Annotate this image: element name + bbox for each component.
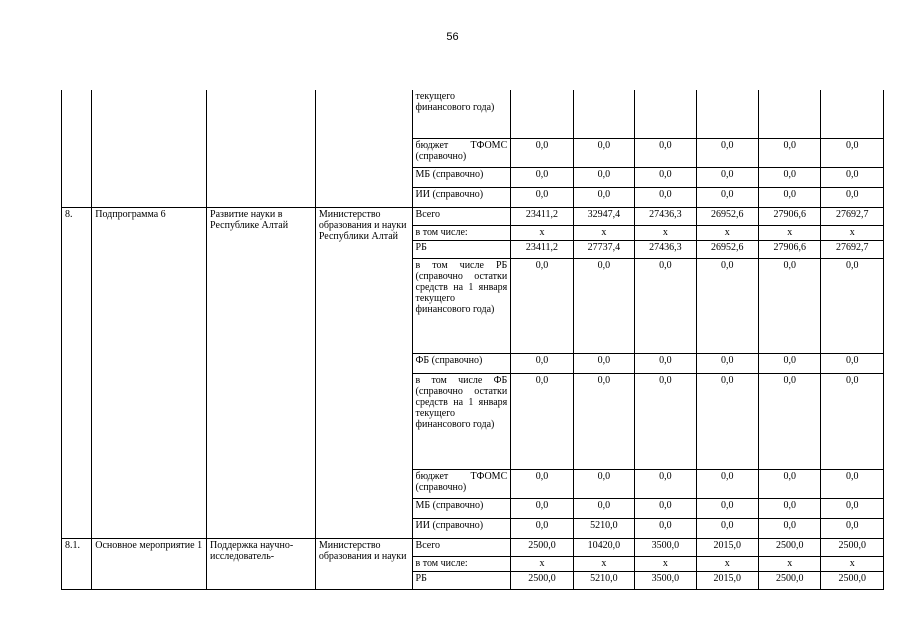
amount-cell: 0,0 bbox=[821, 167, 884, 187]
amount-cell: 27436,3 bbox=[635, 207, 696, 225]
amount-cell: 0,0 bbox=[635, 469, 696, 498]
amount-cell: 0,0 bbox=[759, 498, 821, 518]
amount-cell: 0,0 bbox=[759, 373, 821, 469]
amount-cell: х bbox=[635, 556, 696, 571]
amount-cell: 2015,0 bbox=[696, 571, 758, 589]
amount-cell: х bbox=[511, 556, 573, 571]
table-row bbox=[62, 90, 884, 138]
funding-source-cell: в том числе ФБ (справочно остатки средств на 1 января текущего финансового года) bbox=[412, 373, 511, 469]
amount-cell: 0,0 bbox=[511, 258, 573, 353]
table-body bbox=[62, 90, 884, 589]
amount-cell: х bbox=[759, 225, 821, 240]
amount-cell: 0,0 bbox=[635, 373, 696, 469]
executor-cell: Министерство образования и науки bbox=[315, 538, 412, 589]
amount-cell: 0,0 bbox=[511, 167, 573, 187]
amount-cell: 0,0 bbox=[696, 258, 758, 353]
amount-cell: 27737,4 bbox=[573, 240, 634, 258]
funding-source-cell: Всего bbox=[412, 207, 511, 225]
amount-cell: 2015,0 bbox=[696, 538, 758, 556]
amount-cell: 0,0 bbox=[511, 353, 573, 373]
amount-cell: 2500,0 bbox=[821, 571, 884, 589]
amount-cell: х bbox=[573, 225, 634, 240]
amount-cell: 0,0 bbox=[759, 518, 821, 538]
funding-source-cell: ИИ (справочно) bbox=[412, 518, 511, 538]
measure-title-cell: Развитие науки в Республике Алтай bbox=[207, 207, 316, 538]
amount-cell: х bbox=[696, 556, 758, 571]
amount-cell: 0,0 bbox=[635, 353, 696, 373]
amount-cell: 0,0 bbox=[573, 373, 634, 469]
amount-cell: 0,0 bbox=[696, 373, 758, 469]
executor-cell bbox=[315, 90, 412, 207]
amount-cell: х bbox=[821, 556, 884, 571]
amount-cell: 27692,7 bbox=[821, 240, 884, 258]
amount-cell: 0,0 bbox=[511, 518, 573, 538]
amount-cell: 0,0 bbox=[573, 498, 634, 518]
amount-cell: 3500,0 bbox=[635, 538, 696, 556]
amount-cell: 0,0 bbox=[759, 167, 821, 187]
amount-cell: 0,0 bbox=[696, 167, 758, 187]
financing-table bbox=[61, 90, 884, 590]
amount-cell: х bbox=[635, 225, 696, 240]
amount-cell: 0,0 bbox=[821, 518, 884, 538]
amount-cell: 0,0 bbox=[696, 498, 758, 518]
amount-cell bbox=[573, 90, 634, 138]
measure-name-cell bbox=[92, 90, 207, 207]
amount-cell: 0,0 bbox=[821, 469, 884, 498]
amount-cell: 2500,0 bbox=[511, 571, 573, 589]
amount-cell: 2500,0 bbox=[759, 538, 821, 556]
amount-cell: 27906,6 bbox=[759, 240, 821, 258]
amount-cell bbox=[511, 90, 573, 138]
amount-cell: 2500,0 bbox=[511, 538, 573, 556]
amount-cell: 26952,6 bbox=[696, 240, 758, 258]
amount-cell: 0,0 bbox=[573, 469, 634, 498]
amount-cell: 0,0 bbox=[635, 258, 696, 353]
amount-cell: 2500,0 bbox=[759, 571, 821, 589]
amount-cell: 5210,0 bbox=[573, 518, 634, 538]
amount-cell: 0,0 bbox=[511, 469, 573, 498]
amount-cell: 0,0 bbox=[759, 258, 821, 353]
funding-source-cell: РБ bbox=[412, 571, 511, 589]
amount-cell: 0,0 bbox=[821, 373, 884, 469]
amount-cell: 0,0 bbox=[821, 353, 884, 373]
row-number-cell: 8. bbox=[62, 207, 92, 538]
row-number-cell: 8.1. bbox=[62, 538, 92, 589]
page-number: 56 bbox=[446, 31, 459, 43]
funding-source-cell: в том числе РБ (справочно остатки средств на 1 января текущего финансового года) bbox=[412, 258, 511, 353]
measure-title-cell: Поддержка научно-исследователь- bbox=[207, 538, 316, 589]
amount-cell: 0,0 bbox=[635, 498, 696, 518]
amount-cell: 10420,0 bbox=[573, 538, 634, 556]
amount-cell: 0,0 bbox=[759, 138, 821, 167]
amount-cell: 26952,6 bbox=[696, 207, 758, 225]
amount-cell: 0,0 bbox=[759, 469, 821, 498]
funding-source-cell: в том числе: bbox=[412, 225, 511, 240]
amount-cell: 0,0 bbox=[573, 167, 634, 187]
amount-cell: 23411,2 bbox=[511, 207, 573, 225]
funding-source-cell: ФБ (справочно) bbox=[412, 353, 511, 373]
amount-cell: 0,0 bbox=[511, 373, 573, 469]
amount-cell: 5210,0 bbox=[573, 571, 634, 589]
measure-name-cell: Основное мероприятие 1 bbox=[92, 538, 207, 589]
amount-cell: 27436,3 bbox=[635, 240, 696, 258]
amount-cell: 0,0 bbox=[511, 498, 573, 518]
amount-cell: 0,0 bbox=[696, 353, 758, 373]
amount-cell: 0,0 bbox=[635, 187, 696, 207]
amount-cell: 0,0 bbox=[821, 138, 884, 167]
amount-cell bbox=[696, 90, 758, 138]
amount-cell: 3500,0 bbox=[635, 571, 696, 589]
amount-cell: 0,0 bbox=[821, 258, 884, 353]
amount-cell: 0,0 bbox=[635, 167, 696, 187]
amount-cell: 32947,4 bbox=[573, 207, 634, 225]
amount-cell: 0,0 bbox=[696, 187, 758, 207]
measure-title-cell bbox=[207, 90, 316, 207]
amount-cell: х bbox=[511, 225, 573, 240]
executor-cell: Министерство образования и науки Республики Алтай bbox=[315, 207, 412, 538]
amount-cell: 2500,0 bbox=[821, 538, 884, 556]
amount-cell: 0,0 bbox=[511, 187, 573, 207]
amount-cell: 0,0 bbox=[573, 258, 634, 353]
amount-cell: 0,0 bbox=[635, 138, 696, 167]
amount-cell: 0,0 bbox=[573, 353, 634, 373]
funding-source-cell: ИИ (справочно) bbox=[412, 187, 511, 207]
table-row bbox=[62, 207, 884, 225]
amount-cell: 0,0 bbox=[511, 138, 573, 167]
amount-cell: х bbox=[759, 556, 821, 571]
amount-cell: 23411,2 bbox=[511, 240, 573, 258]
amount-cell: 0,0 bbox=[696, 138, 758, 167]
amount-cell: 0,0 bbox=[573, 187, 634, 207]
funding-source-cell: МБ (справочно) bbox=[412, 167, 511, 187]
amount-cell: 27692,7 bbox=[821, 207, 884, 225]
funding-source-cell: бюджет ТФОМС (справочно) bbox=[412, 138, 511, 167]
amount-cell: х bbox=[821, 225, 884, 240]
table-row bbox=[62, 538, 884, 556]
funding-source-cell: в том числе: bbox=[412, 556, 511, 571]
amount-cell bbox=[635, 90, 696, 138]
amount-cell: х bbox=[573, 556, 634, 571]
amount-cell: 0,0 bbox=[821, 498, 884, 518]
amount-cell: 0,0 bbox=[821, 187, 884, 207]
row-number-cell bbox=[62, 90, 92, 207]
amount-cell: 0,0 bbox=[635, 518, 696, 538]
funding-source-cell: РБ bbox=[412, 240, 511, 258]
funding-source-cell: Всего bbox=[412, 538, 511, 556]
amount-cell bbox=[759, 90, 821, 138]
funding-source-cell: МБ (справочно) bbox=[412, 498, 511, 518]
amount-cell: 0,0 bbox=[759, 353, 821, 373]
amount-cell: 27906,6 bbox=[759, 207, 821, 225]
measure-name-cell: Подпрограмма 6 bbox=[92, 207, 207, 538]
amount-cell: 0,0 bbox=[759, 187, 821, 207]
funding-source-cell: бюджет ТФОМС (справочно) bbox=[412, 469, 511, 498]
amount-cell: 0,0 bbox=[696, 518, 758, 538]
amount-cell: 0,0 bbox=[573, 138, 634, 167]
funding-source-cell: текущего финансового года) bbox=[412, 90, 511, 138]
amount-cell bbox=[821, 90, 884, 138]
amount-cell: 0,0 bbox=[696, 469, 758, 498]
amount-cell: х bbox=[696, 225, 758, 240]
